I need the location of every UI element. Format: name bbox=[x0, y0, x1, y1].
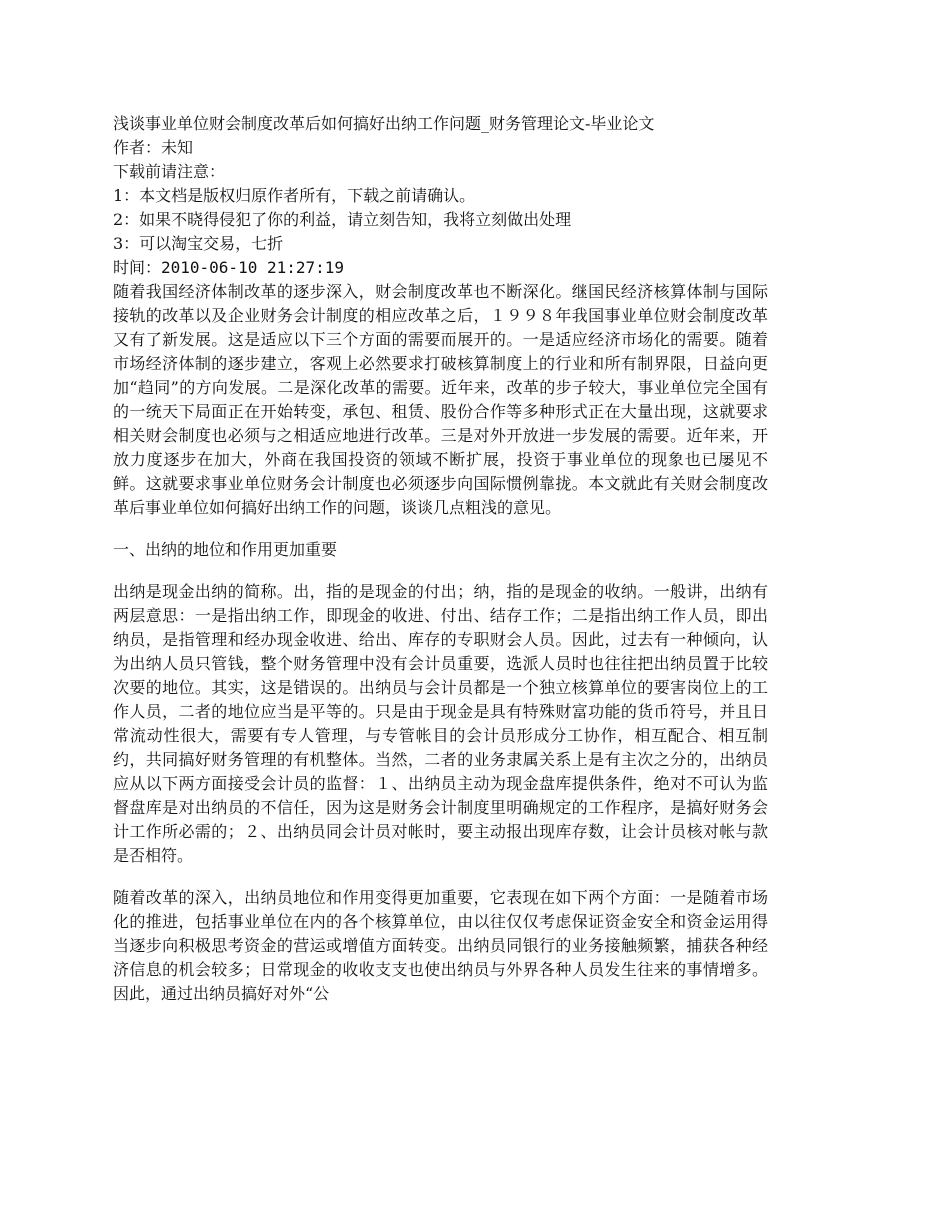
section-heading-1: 一、出纳的地位和作用更加重要 bbox=[113, 540, 338, 559]
paragraph-gap bbox=[113, 520, 768, 538]
paragraph-gap bbox=[113, 562, 768, 580]
document-page bbox=[113, 112, 768, 1006]
author-line: 作者：未知 bbox=[113, 138, 194, 157]
intro-paragraph: 随着我国经济体制改革的逐步深入，财会制度改革也不断深化。继国民经济核算体制与国际接轨的改革以及企业财务会计制度的相应改革之后，１９９８年我国事业单位财会制度改革又有了新发展。这是适应以下三个方面的需要而展开的。一是适应经济市场化的需要。随着市场经济体制的逐步建立，客观上必然要求打破核算制度上的行业和所有制界限，日益向更加“趋同”的方向发展。二是深化改革的需要。近年来，改革的步子较大，事业单位完全国有的一统天下局面正在开始转变，承包、租赁、股份合作等多种形式正在大量出现，这就要求相关财会制度也必须与之相适应地进行改革。三是对外开放进一步发展的需要。近年来，开放力度逐步在加大，外商在我国投资的领域不断扩展，投资于事业单位的现象也已屡见不鲜。这就要求事业单位财务会计制度也必须逐步向国际惯例靠拢。本文就此有关财会制度改革后事业单位如何搞好出纳工作的问题，谈谈几点粗浅的意见。 bbox=[113, 282, 768, 517]
section-1-paragraph-1: 出纳是现金出纳的简称。出，指的是现金的付出；纳，指的是现金的收纳。一般讲，出纳有两层意思：一是指出纳工作，即现金的收进、付出、结存工作；二是指出纳工作人员，即出纳员，是指管理和经办现金收进、给出、库存的专职财会人员。因此，过去有一种倾向，认为出纳人员只管钱，整个财务管理中没有会计员重要，选派人员时也往往把出纳员置于比较次要的地位。其实，这是错误的。出纳员与会计员都是一个独立核算单位的要害岗位上的工作人员，二者的地位应当是平等的。只是由于现金是具有特殊财富功能的货币符号，并且日常流动性很大，需要有专人管理，与专管帐目的会计员形成分工协作，相互配合、相互制约，共同搞好财务管理的有机整体。当然，二者的业务隶属关系上是有主次之分的，出纳员应从以下两方面接受会计员的监督：１、出纳员主动为现金盘库提供条件，绝对不可认为监督盘库是对出纳员的不信任，因为这是财务会计制度里明确规定的工作程序，是搞好财务会计工作所必需的；２、出纳员同会计员对帐时，要主动报出现库存数，让会计员核对帐与款是否相符。 bbox=[113, 582, 768, 865]
section-1-paragraph-2: 随着改革的深入，出纳员地位和作用变得更加重要，它表现在如下两个方面：一是随着市场化的推进，包括事业单位在内的各个核算单位，由以往仅仅考虑保证资金安全和资金运用得当逐步向积极思考资金的营运或增值方面转变。出纳员同银行的业务接触频繁，捕获各种经济信息的机会较多；日常现金的收收支支也使出纳员与外界各种人员发生往来的事情增多。因此，通过出纳员搞好对外“公 bbox=[113, 888, 768, 1003]
timestamp-line: 时间：2010-06-10 21:27:19 bbox=[113, 258, 345, 277]
document-title: 浅谈事业单位财会制度改革后如何搞好出纳工作问题_财务管理论文-毕业论文 bbox=[113, 114, 655, 133]
notice-title: 下载前请注意： bbox=[113, 162, 226, 181]
paragraph-gap bbox=[113, 868, 768, 886]
notice-item-1: 1：本文档是版权归原作者所有，下载之前请确认。 bbox=[113, 186, 476, 205]
notice-item-2: 2：如果不晓得侵犯了你的利益，请立刻告知，我将立刻做出处理 bbox=[113, 210, 572, 229]
notice-item-3: 3：可以淘宝交易，七折 bbox=[113, 234, 284, 253]
